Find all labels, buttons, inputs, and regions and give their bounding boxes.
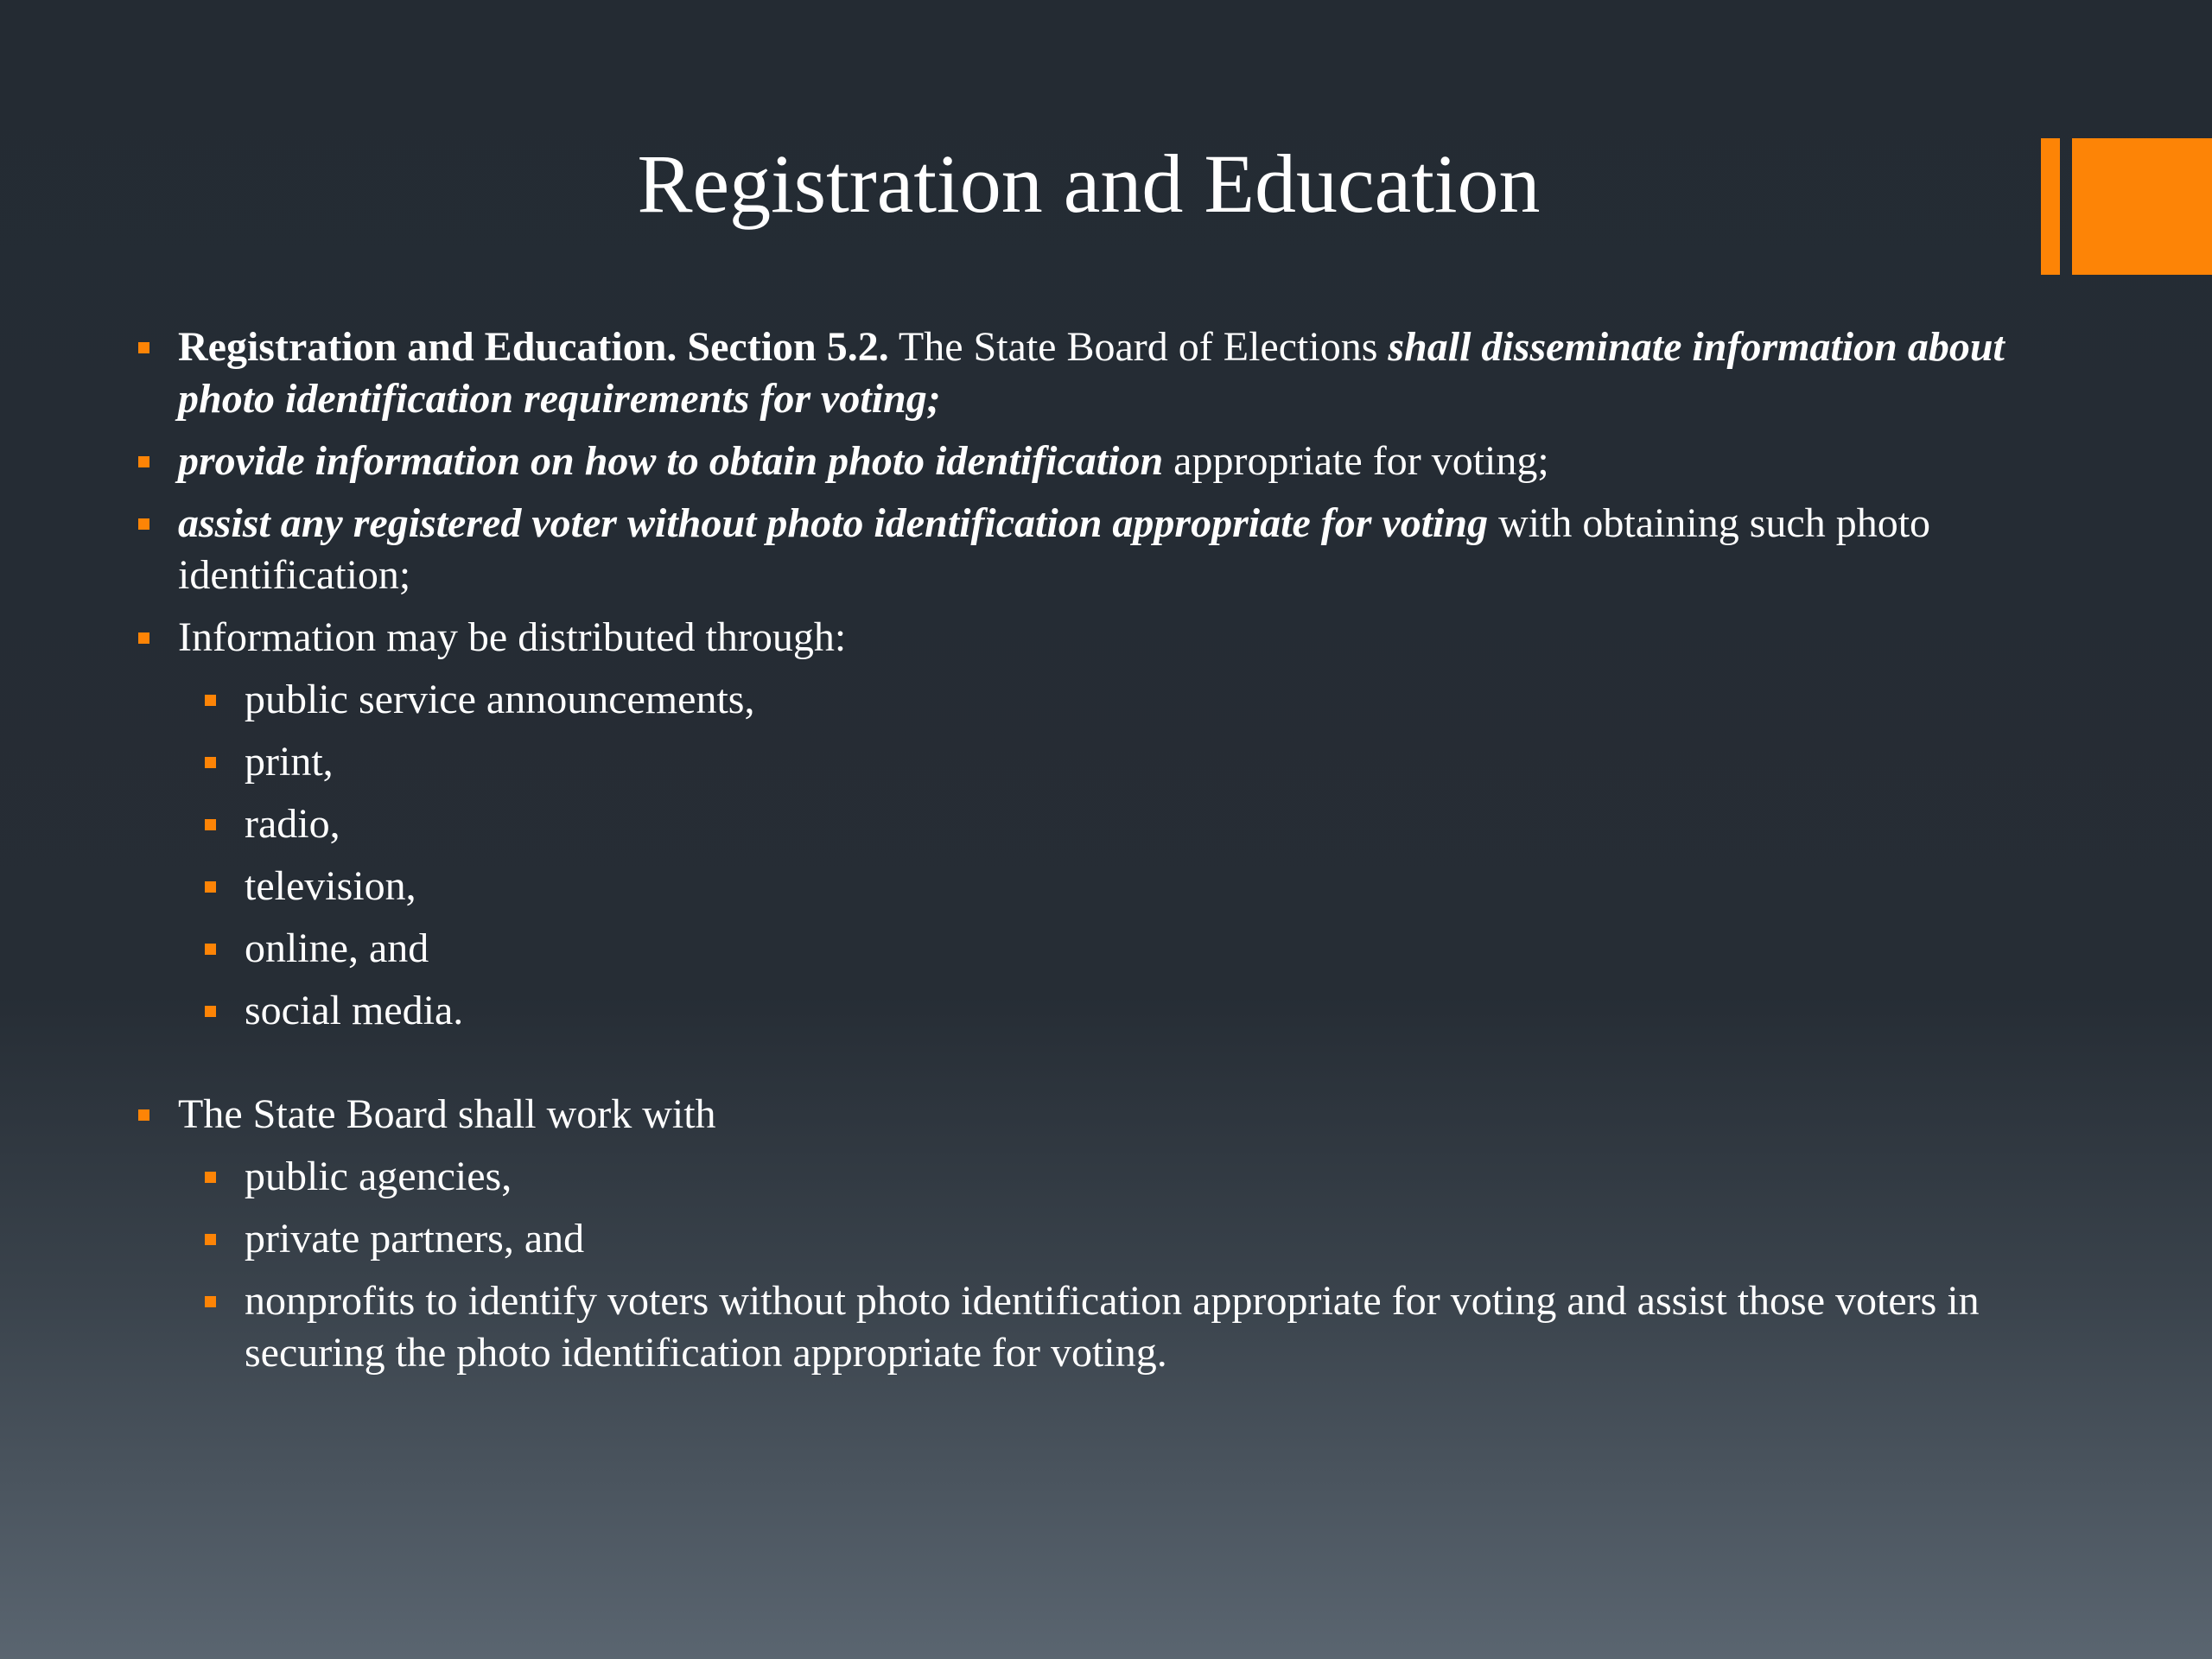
bullet-marker-icon [205,819,216,830]
sub-bullet-text: radio, [245,801,340,847]
bullet-emphasis: assist any registered voter without photo identification appropriate for voting [178,500,1489,546]
sub-bullet-text: public service announcements, [245,677,755,722]
bullet-work-with [138,1089,2074,1141]
bullet-marker-icon [205,1296,216,1307]
sub-bullet [138,861,2074,912]
bullet-assist-voter [138,498,2074,601]
bullet-text: The State Board shall work with [178,1091,716,1137]
bullet-marker-icon [138,632,149,644]
bullet-bold-lead: Registration and Education. Section 5.2. [178,324,889,370]
sub-bullet [138,1151,2074,1203]
bullet-marker-icon [205,1006,216,1017]
bullet-marker-icon [205,757,216,768]
sub-bullet-text: nonprofits to identify voters without photo identification appropriate for voting and assist those voters in securing the photo identification appropriate for voting. [245,1278,1980,1376]
sub-bullet-text: television, [245,863,416,909]
bullet-provide-information [138,435,2074,487]
slide-content [138,321,2074,1379]
bullet-marker-icon [205,1172,216,1183]
bullet-marker-icon [205,881,216,893]
bullet-marker-icon [205,1234,216,1245]
bullet-marker-icon [205,944,216,955]
sub-bullet [138,1213,2074,1265]
sub-bullet-text: online, and [245,925,429,971]
bullet-marker-icon [138,1109,149,1121]
sub-bullet-text: public agencies, [245,1154,512,1199]
sub-bullet [138,985,2074,1037]
bullet-text: appropriate for voting; [1163,438,1549,484]
bullet-emphasis: shall disseminate information about photo identification requirements for voting; [178,324,2005,422]
sub-bullet-text: print, [245,739,334,785]
bullet-marker-icon [205,695,216,706]
bullet-marker-icon [138,518,149,530]
sub-bullet [138,1275,2074,1379]
sub-bullet-text: private partners, and [245,1216,585,1262]
bullet-text: The State Board of Elections [888,324,1389,370]
bullet-marker-icon [138,456,149,467]
bullet-text: Information may be distributed through: [178,614,847,660]
sub-bullet [138,923,2074,975]
bullet-text: with obtaining such photo identification; [178,500,1931,598]
bullet-distribution [138,612,2074,664]
sub-bullet [138,736,2074,788]
sub-bullet [138,674,2074,726]
bullet-emphasis: provide information on how to obtain photo identification [178,438,1164,484]
bullet-marker-icon [138,342,149,353]
slide-title: Registration and Education [637,137,1541,230]
sub-bullet-text: social media. [245,988,464,1033]
bullet-section-5-2 [138,321,2074,425]
sub-bullet [138,798,2074,850]
